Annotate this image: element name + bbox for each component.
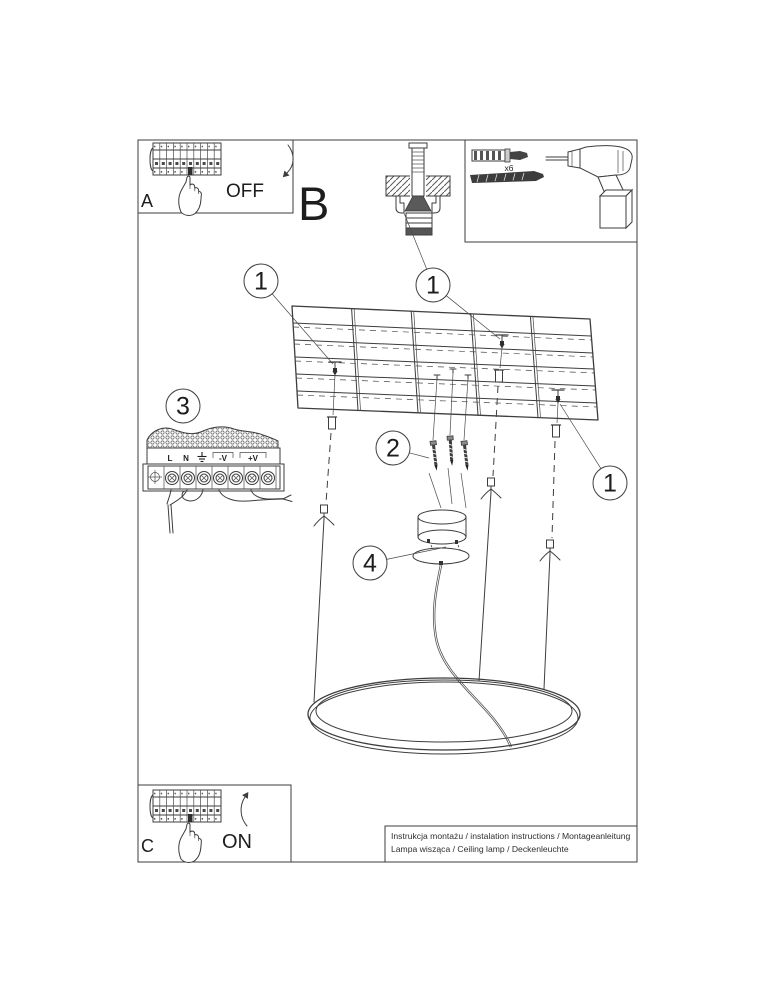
ceiling-grid: [292, 306, 598, 420]
wall-plug-drop-icon: [328, 417, 337, 429]
terminal-screw: [230, 472, 243, 485]
driver-mesh: [147, 427, 278, 448]
suspension-wire: [314, 519, 324, 702]
wall-plug-drop-icon: [552, 425, 561, 437]
ring-lamp: [308, 678, 580, 754]
callout-1-left-number: 1: [254, 267, 268, 296]
canopy-screws: [429, 373, 471, 508]
bracket-arm-left: [396, 196, 404, 213]
terminal-label-live: L: [167, 454, 173, 463]
anchor-expansion-tip: [405, 196, 431, 211]
canopy: [413, 510, 511, 747]
callout-1-middle-number: 1: [426, 271, 440, 300]
callout-1-right-number: 1: [603, 469, 617, 498]
breaker-panel-icon: [150, 143, 221, 175]
step-a-state: OFF: [226, 181, 264, 202]
screw-icon: [430, 441, 440, 472]
step-b-label: B: [298, 177, 330, 230]
hardware-box: [465, 140, 637, 242]
terminal-label-plus-v: +V: [247, 454, 259, 463]
footer-line-1: Instrukcja montażu / instalation instructions / Montageanleitung: [391, 831, 631, 841]
screw-icon: [461, 441, 471, 472]
terminal-screw: [166, 472, 179, 485]
terminal-block-detail: [143, 427, 292, 533]
callout-2-number: 2: [386, 434, 400, 463]
page-border: [138, 140, 637, 862]
suspension-drop-left: [314, 375, 337, 702]
step-c-label: C: [141, 836, 154, 856]
wires: [167, 490, 292, 533]
anchor-quantity: x6: [504, 163, 514, 173]
terminal-screw: [182, 472, 195, 485]
terminal-screw: [198, 472, 211, 485]
callout-3-number: 3: [176, 392, 190, 421]
step-c-panel: [138, 785, 291, 862]
step-a-label: A: [141, 191, 154, 211]
ceiling-anchor-detail: [386, 143, 450, 269]
callout-4-number: 4: [363, 549, 377, 578]
step-c-state: ON: [222, 831, 252, 853]
bracket-arm-right: [432, 196, 440, 213]
suspension-wire: [479, 492, 491, 681]
terminal-screw: [214, 472, 227, 485]
terminal-label-neutral: N: [183, 454, 189, 463]
suspension-drop-right: [540, 403, 561, 689]
suspension-wire: [544, 554, 550, 689]
footer-line-2: Lampa wisząca / Ceiling lamp / Deckenleuchte: [391, 844, 569, 854]
wall-plug-drop-icon: [495, 370, 504, 382]
power-cable: [434, 565, 511, 747]
footer-title-block: [385, 826, 637, 862]
step-a-panel: [138, 140, 293, 215]
terminal-screw: [262, 472, 275, 485]
screw-icon: [447, 436, 455, 466]
breaker-panel-icon: [150, 790, 221, 822]
terminal-label-minus-v: -V: [219, 454, 227, 463]
grid-anchor-left: [329, 362, 341, 376]
terminal-screw: [246, 472, 259, 485]
callouts: [166, 264, 627, 580]
